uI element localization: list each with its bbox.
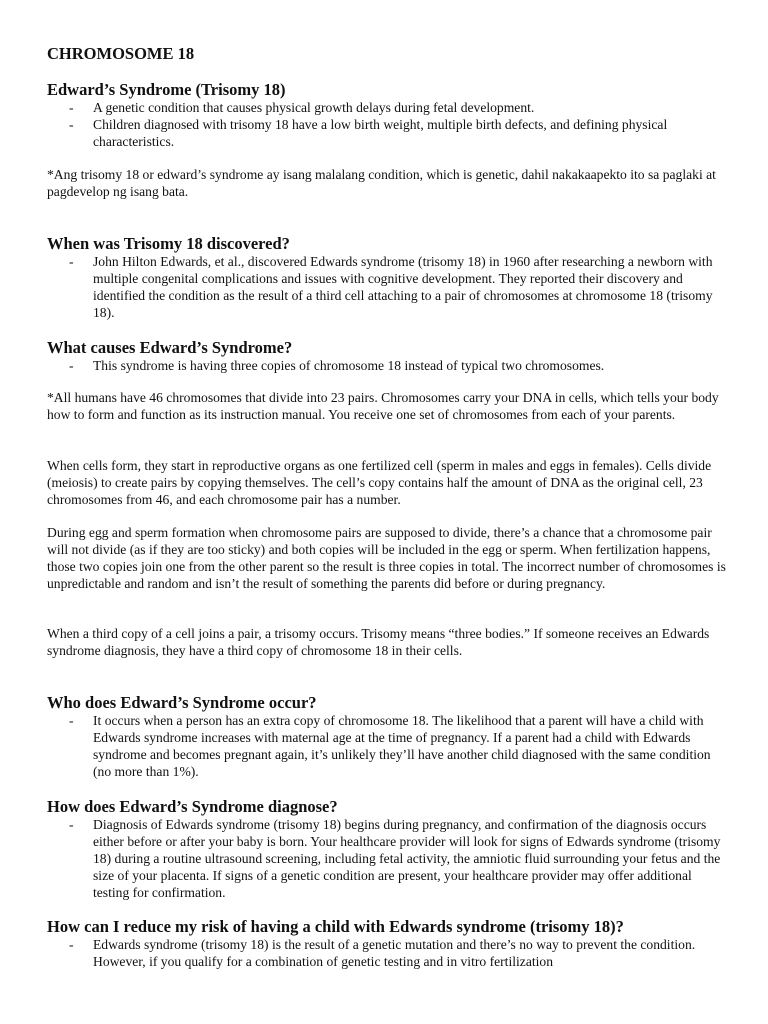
list-item: - It occurs when a person has an extra copy of chromosome 18. The likelihood that a parent will have a child with Edwards syndrome increases with maternal age at the time of pregnancy. If a parent had a child with Edwards syndrome and becomes pregnant again, it’s unlikely they’ll have another child diagnosed with the same condition (no more than 1%). — [47, 712, 727, 780]
heading-edwards-syndrome: Edward’s Syndrome (Trisomy 18) — [47, 80, 286, 99]
heading-diagnosis: How does Edward’s Syndrome diagnose? — [47, 797, 338, 816]
heading-reduce-risk: How can I reduce my risk of having a child with Edwards syndrome (trisomy 18)? — [47, 917, 624, 936]
bullet-list-causes — [47, 357, 727, 374]
bullet-list-diagnosis — [47, 816, 727, 901]
heading-causes: What causes Edward’s Syndrome? — [47, 338, 293, 357]
list-item: - Children diagnosed with trisomy 18 have a low birth weight, multiple birth defects, and defining physical characteristics. — [47, 116, 727, 150]
bullet-list-reduce-risk — [47, 936, 727, 970]
heading-who-occurs: Who does Edward’s Syndrome occur? — [47, 693, 317, 712]
list-item: - This syndrome is having three copies of chromosome 18 instead of typical two chromosomes. — [47, 357, 727, 374]
bullet-list-definition — [47, 99, 727, 150]
document-title: CHROMOSOME 18 — [47, 44, 195, 63]
list-item: - John Hilton Edwards, et al., discovered Edwards syndrome (trisomy 18) in 1960 after researching a newborn with multiple congenital complications and issues with cognitive development. They reported their discovery and identified the condition as the result of a third cell attaching to a pair of chromosomes at chromosome 18 (trisomy 18). — [47, 253, 727, 321]
paragraph-egg-sperm-formation: During egg and sperm formation when chromosome pairs are supposed to divide, there’s a chance that a chromosome pair will not divide (as if they are too sticky) and both copies will be included in the egg or sperm. When fertilization happens, those two copies join one from the other parent so the result is three copies in total. The incorrect number of chromosomes is unpredictable and random and isn’t the result of something the parents did before or during pregnancy. — [47, 525, 726, 591]
list-item: - A genetic condition that causes physical growth delays during fetal development. — [47, 99, 727, 116]
paragraph-cell-formation: When cells form, they start in reproductive organs as one fertilized cell (sperm in males and eggs in females). Cells divide (meiosis) to create pairs by copying themselves. The cell’s copy contains half the amount of DNA as the original cell, 23 chromosomes from 46, and each chromosome pair has a number. — [47, 458, 712, 507]
list-item: - Diagnosis of Edwards syndrome (trisomy 18) begins during pregnancy, and confirmation of the diagnosis occurs either before or after your baby is born. Your healthcare provider will look for signs of Edwards syndrome (trisomy 18) during a routine ultrasound screening, including fetal activity, the amniotic fluid surrounding your fetus and the size of your placenta. If signs of a genetic condition are present, your healthcare provider may offer additional testing for confirmation. — [47, 816, 727, 901]
paragraph-trisomy-meaning: When a third copy of a cell joins a pair, a trisomy occurs. Trisomy means “three bodies.” If someone receives an Edwards syndrome diagnosis, they have a third copy of chromosome 18 in their cells. — [47, 626, 710, 658]
bullet-list-discovery — [47, 253, 727, 321]
bullet-list-who-occurs — [47, 712, 727, 780]
list-item: - Edwards syndrome (trisomy 18) is the result of a genetic mutation and there’s no way to prevent the condition. However, if you qualify for a combination of genetic testing and in vitro fertilization — [47, 936, 727, 970]
paragraph-chromosomes: *All humans have 46 chromosomes that divide into 23 pairs. Chromosomes carry your DNA in cells, which tells your body how to form and function as its instruction manual. You receive one set of chromosomes from each of your parents. — [47, 390, 719, 422]
note-paragraph: *Ang trisomy 18 or edward’s syndrome ay isang malalang condition, which is genetic, dahil nakakaapekto ito sa paglaki at pagdevelop ng isang bata. — [47, 167, 716, 199]
heading-discovery: When was Trisomy 18 discovered? — [47, 234, 290, 253]
